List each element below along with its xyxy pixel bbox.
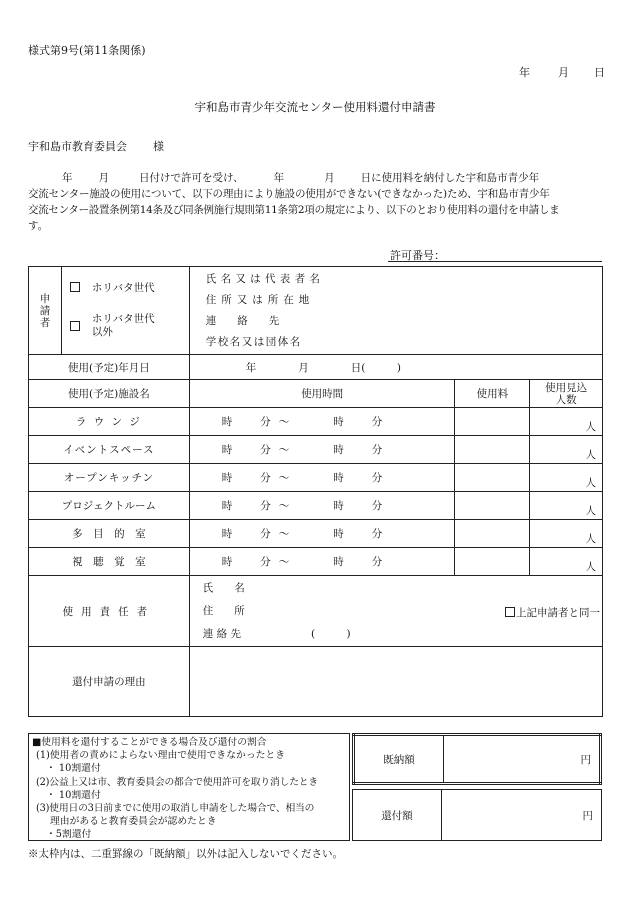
rule-2: (2)公益上又は市、教育委員会の都合で使用許可を取り消したとき: [36, 776, 318, 788]
form-number: 様式第9号(第11条関係): [28, 44, 146, 57]
reason-label: 還付申請の理由: [29, 647, 190, 717]
intro-pay-text: 日に使用料を納付した宇和島市青少年: [360, 172, 540, 184]
paid-amount-table: [352, 733, 602, 785]
responsible-label: 使用責任者: [29, 576, 190, 647]
rules-heading: ■使用料を還付することができる場合及び還付の割合: [32, 737, 267, 748]
fee-cell[interactable]: [455, 408, 530, 436]
applicant-label-text: 申請者: [39, 292, 51, 329]
time-m2: 分: [371, 528, 383, 540]
intro-line4: す。: [28, 220, 49, 232]
time-cell[interactable]: [189, 408, 455, 436]
time-tilde: ～: [278, 416, 290, 428]
facility-av-room: 視 聴 覚 室: [29, 548, 190, 576]
rule-1: (1)使用者の責めによらない理由で使用できなかったとき: [36, 750, 286, 762]
header-fee: 使用料: [455, 380, 530, 408]
responsible-row: [29, 576, 603, 647]
responsible-name-label: 氏 名: [202, 581, 245, 594]
addressee: [28, 138, 164, 154]
applicant-school-label: 学校名又は団体名: [205, 336, 302, 348]
applicant-fields[interactable]: [189, 267, 602, 355]
date-year: 年: [519, 66, 530, 79]
fee-cell[interactable]: [455, 492, 530, 520]
check-other-label-a: ホリバタ世代: [91, 313, 155, 325]
rule-1-rate: ・ 10割還付: [46, 763, 101, 775]
refund-rules-box: [28, 733, 350, 841]
usage-date-row: [29, 355, 603, 380]
facility-multipurpose: 多 目 的 室: [29, 520, 190, 548]
applicant-row: [29, 267, 603, 355]
fee-cell[interactable]: [455, 548, 530, 576]
date-day: 日: [594, 66, 605, 79]
people-cell[interactable]: 人: [530, 464, 603, 492]
rule-3-rate: ・5割還付: [46, 829, 92, 841]
time-cell[interactable]: [189, 548, 455, 576]
reason-field[interactable]: [189, 647, 602, 717]
applicant-address-label: 住所又は所在地: [205, 294, 315, 306]
check-other-label-b: 以外: [91, 326, 113, 338]
checkbox-same[interactable]: [505, 607, 515, 617]
time-m2: 分: [371, 416, 383, 428]
usage-date-field[interactable]: 年 月 日( ): [189, 355, 602, 380]
time-m2: 分: [371, 556, 383, 568]
fee-cell[interactable]: [455, 436, 530, 464]
rule-2-rate: ・ 10割還付: [46, 789, 101, 801]
time-h2: 時: [333, 472, 344, 484]
facility-row: [29, 464, 603, 492]
usage-date-label: 使用(予定)年月日: [29, 355, 190, 380]
time-h1: 時: [221, 500, 233, 512]
responsible-contact-label: 連 絡 先: [202, 627, 241, 640]
intro-permit-text: 日付けで許可を受け、: [139, 172, 244, 184]
paid-amount-field[interactable]: 円: [580, 753, 591, 766]
refund-label: 還付額: [353, 790, 442, 841]
intro-month: 月: [98, 172, 109, 184]
time-h2: 時: [333, 556, 344, 568]
time-m1: 分: [260, 444, 271, 456]
applicant-label: [29, 267, 62, 355]
responsible-address-label: 住 所: [202, 604, 245, 617]
time-tilde: ～: [278, 500, 290, 512]
header-facility: 使用(予定)施設名: [29, 380, 190, 408]
applicant-category: [61, 267, 189, 355]
intro-month2: 月: [324, 172, 335, 184]
time-tilde: ～: [278, 472, 290, 484]
people-cell[interactable]: 人: [530, 492, 603, 520]
paid-label: 既納額: [354, 735, 444, 784]
people-cell[interactable]: 人: [530, 408, 603, 436]
time-tilde: ～: [278, 444, 290, 456]
reason-row: [29, 647, 603, 717]
time-h2: 時: [333, 500, 344, 512]
responsible-fields[interactable]: [189, 576, 602, 647]
refund-amount-table: [352, 789, 602, 841]
applicant-name-label: 氏名又は代表者名: [205, 273, 325, 285]
people-cell[interactable]: 人: [530, 436, 603, 464]
time-cell[interactable]: [189, 492, 455, 520]
footer-note: ※太枠内は、二重罫線の「既納額」以外は記入しないでください。: [28, 848, 343, 860]
people-cell[interactable]: 人: [530, 548, 603, 576]
addressee-suffix: 様: [153, 140, 164, 153]
time-h2: 時: [333, 444, 344, 456]
time-m1: 分: [260, 556, 271, 568]
time-cell[interactable]: [189, 520, 455, 548]
document-title: 宇和島市青少年交流センター使用料還付申請書: [194, 100, 436, 114]
intro-year: 年: [62, 172, 73, 184]
time-m1: 分: [260, 528, 271, 540]
time-m2: 分: [371, 500, 383, 512]
time-h2: 時: [333, 416, 344, 428]
permit-number-label: 許可番号：: [390, 249, 445, 262]
rule-3a: (3)使用日の3日前までに使用の取消し申請をした場合で、相当の: [36, 803, 315, 815]
facility-lounge: ラ ウ ン ジ: [29, 408, 190, 436]
checkbox-horibata[interactable]: [70, 282, 80, 292]
time-m1: 分: [260, 416, 271, 428]
same-as-applicant[interactable]: [505, 602, 600, 625]
same-checkbox-label: 上記申請者と同一: [516, 607, 600, 619]
facility-event-space: イベントスペース: [29, 436, 190, 464]
time-h1: 時: [221, 528, 233, 540]
time-tilde: ～: [278, 528, 290, 540]
time-h1: 時: [221, 472, 233, 484]
applicant-contact-label: 連 絡 先: [205, 315, 280, 327]
time-h1: 時: [221, 416, 233, 428]
intro-line2: 交流センター施設の使用について、以下の理由により施設の使用ができない(できなかった)ため、宇和島市青少年: [28, 188, 550, 200]
responsible-contact-paren: ( ): [310, 627, 351, 640]
application-table: [28, 266, 603, 717]
permit-number-field[interactable]: [388, 261, 602, 262]
time-h1: 時: [221, 444, 233, 456]
time-tilde: ～: [278, 556, 290, 568]
time-cell[interactable]: [189, 436, 455, 464]
time-cell[interactable]: [189, 464, 455, 492]
people-cell[interactable]: 人: [530, 520, 603, 548]
time-m2: 分: [371, 472, 383, 484]
facility-project-room: プロジェクトルーム: [29, 492, 190, 520]
facility-header-row: [29, 380, 603, 408]
facility-row: [29, 436, 603, 464]
facility-row: [29, 520, 603, 548]
facility-row: [29, 492, 603, 520]
fee-cell[interactable]: [455, 464, 530, 492]
header-people-a: 使用見込: [545, 381, 588, 394]
intro-year2: 年: [273, 172, 285, 184]
time-m2: 分: [371, 444, 383, 456]
time-h1: 時: [221, 556, 233, 568]
time-h2: 時: [333, 528, 344, 540]
check-horibata-label: ホリバタ世代: [91, 282, 155, 294]
facility-row: [29, 548, 603, 576]
refund-amount-field[interactable]: 円: [582, 809, 593, 822]
header-time: 使用時間: [189, 380, 455, 408]
intro-line3: 交流センター設置条例第14条及び同条例施行規則第11条第2項の規定により、以下のとおり使用料の還付を申請しま: [28, 204, 560, 216]
date-month: 月: [558, 66, 569, 79]
time-m1: 分: [260, 500, 271, 512]
time-m1: 分: [260, 472, 271, 484]
addressee-text: 宇和島市教育委員会: [28, 140, 127, 153]
intro-paragraph: [28, 170, 610, 234]
rule-3b: 理由があると教育委員会が認めたとき: [50, 816, 217, 828]
header-people-b: 人数: [555, 393, 577, 406]
facility-row: [29, 408, 603, 436]
fee-cell[interactable]: [455, 520, 530, 548]
checkbox-horibata-other[interactable]: [70, 321, 80, 331]
facility-open-kitchen: オープンキッチン: [29, 464, 190, 492]
header-people: [530, 380, 603, 408]
